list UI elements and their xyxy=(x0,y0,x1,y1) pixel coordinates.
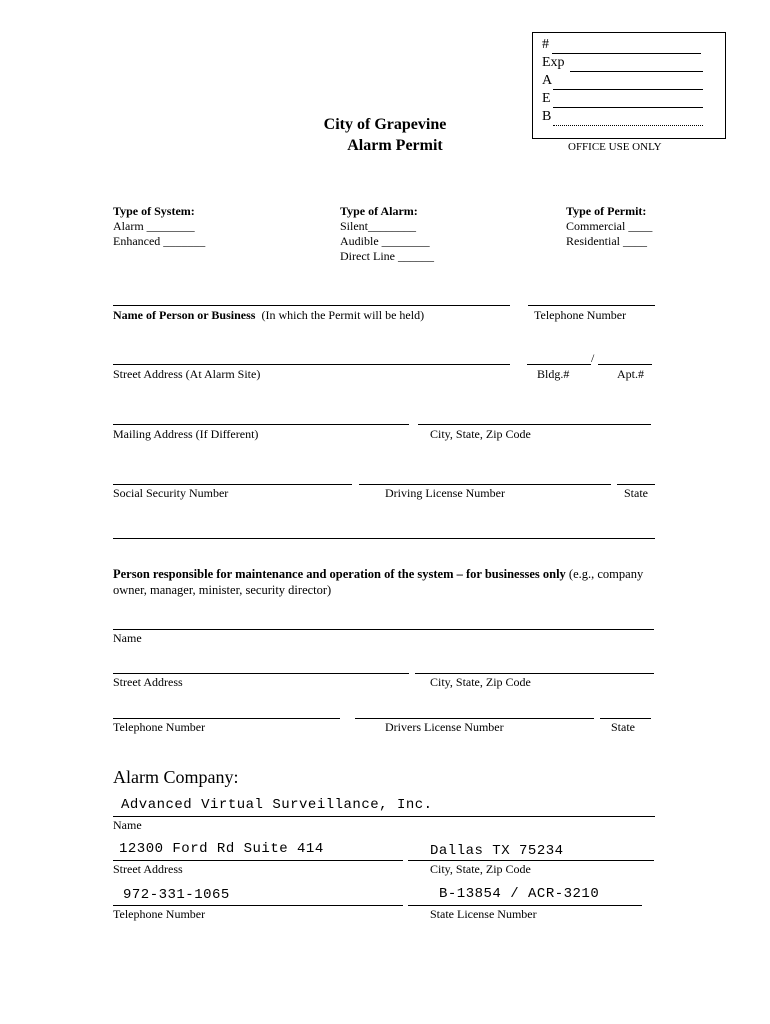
applicant-state-label: State xyxy=(624,486,648,500)
office-a-field[interactable] xyxy=(553,89,703,90)
responsible-dl-label: Drivers License Number xyxy=(385,720,504,734)
company-phone-input[interactable]: 972-331-1065 xyxy=(123,887,230,903)
applicant-street-label: Street Address (At Alarm Site) xyxy=(113,367,261,381)
permit-option-residential[interactable]: Residential ____ xyxy=(566,234,647,248)
responsible-dl-field[interactable] xyxy=(355,718,594,719)
section-divider xyxy=(113,538,655,539)
responsible-intro xyxy=(113,566,658,598)
responsible-telephone-field[interactable] xyxy=(113,718,340,719)
applicant-state-field[interactable] xyxy=(617,484,655,485)
company-city-input[interactable]: Dallas TX 75234 xyxy=(430,843,564,859)
applicant-ssn-label: Social Security Number xyxy=(113,486,229,500)
company-heading: Alarm Company: xyxy=(113,767,239,787)
bldg-label: Bldg.# xyxy=(537,367,570,381)
org-title: City of Grapevine xyxy=(323,116,447,133)
responsible-state-label: State xyxy=(611,720,635,734)
responsible-name-label: Name xyxy=(113,631,142,645)
company-street-line xyxy=(113,860,403,861)
applicant-telephone-label: Telephone Number xyxy=(534,308,627,322)
applicant-name-label xyxy=(113,308,424,323)
applicant-mailing-label: Mailing Address (If Different) xyxy=(113,427,259,441)
responsible-telephone-label: Telephone Number xyxy=(113,720,206,734)
system-option-alarm[interactable]: Alarm ________ xyxy=(113,219,195,233)
responsible-city-label: City, State, Zip Code xyxy=(430,675,531,689)
applicant-ssn-field[interactable] xyxy=(113,484,352,485)
company-city-label: City, State, Zip Code xyxy=(430,862,531,876)
company-phone-line xyxy=(113,905,403,906)
company-license-line xyxy=(408,905,642,906)
alarm-option-audible[interactable]: Audible ________ xyxy=(340,234,430,248)
office-use-box xyxy=(532,32,726,139)
applicant-bldg-field[interactable] xyxy=(527,364,591,365)
applicant-name-label-bold: Name of Person or Business xyxy=(113,308,256,322)
company-name-input[interactable]: Advanced Virtual Surveillance, Inc. xyxy=(121,797,433,813)
office-b-field[interactable] xyxy=(553,125,703,126)
permit-option-commercial[interactable]: Commercial ____ xyxy=(566,219,653,233)
company-street-input[interactable]: 12300 Ford Rd Suite 414 xyxy=(119,841,324,857)
responsible-name-field[interactable] xyxy=(113,629,654,630)
applicant-mailing-field[interactable] xyxy=(113,424,409,425)
office-number-field[interactable] xyxy=(552,53,701,54)
alarm-heading: Type of Alarm: xyxy=(340,204,418,218)
responsible-state-field[interactable] xyxy=(600,718,651,719)
apt-label: Apt.# xyxy=(617,367,644,381)
applicant-dl-field[interactable] xyxy=(359,484,611,485)
applicant-telephone-field[interactable] xyxy=(528,305,655,306)
office-exp-field[interactable] xyxy=(570,71,703,72)
office-e-label: E xyxy=(542,91,551,106)
company-street-label: Street Address xyxy=(113,862,183,876)
system-heading: Type of System: xyxy=(113,204,195,218)
office-exp-label: Exp xyxy=(542,55,565,70)
applicant-apt-field[interactable] xyxy=(598,364,652,365)
system-option-enhanced[interactable]: Enhanced _______ xyxy=(113,234,206,248)
office-a-label: A xyxy=(542,73,553,88)
alarm-option-silent[interactable]: Silent________ xyxy=(340,219,417,233)
applicant-city-field[interactable] xyxy=(418,424,651,425)
alarm-option-direct-line[interactable]: Direct Line ______ xyxy=(340,249,434,263)
responsible-street-field[interactable] xyxy=(113,673,409,674)
office-b-label: B xyxy=(542,109,552,124)
page-title: Alarm Permit xyxy=(347,137,443,154)
bldg-apt-separator: / xyxy=(591,351,595,365)
company-city-line xyxy=(408,860,654,861)
applicant-street-field[interactable] xyxy=(113,364,510,365)
office-e-field[interactable] xyxy=(553,107,703,108)
office-number-label: # xyxy=(542,37,549,52)
company-phone-label: Telephone Number xyxy=(113,907,206,921)
company-license-label: State License Number xyxy=(430,907,537,921)
responsible-street-label: Street Address xyxy=(113,675,183,689)
applicant-dl-label: Driving License Number xyxy=(385,486,505,500)
responsible-city-field[interactable] xyxy=(415,673,654,674)
responsible-intro-bold: Person responsible for maintenance and operation of the system – for businesses only xyxy=(113,567,566,581)
applicant-name-field[interactable] xyxy=(113,305,510,306)
office-use-caption: OFFICE USE ONLY xyxy=(568,141,662,153)
company-name-label: Name xyxy=(113,818,142,832)
applicant-name-label-note: (In which the Permit will be held) xyxy=(261,308,425,322)
permit-heading: Type of Permit: xyxy=(566,204,647,218)
applicant-city-label: City, State, Zip Code xyxy=(430,427,531,441)
company-name-line xyxy=(113,816,655,817)
company-license-input[interactable]: B-13854 / ACR-3210 xyxy=(439,886,600,902)
responsible-intro-rest: (e.g., company owner, manager, minister, security director) xyxy=(113,567,644,597)
